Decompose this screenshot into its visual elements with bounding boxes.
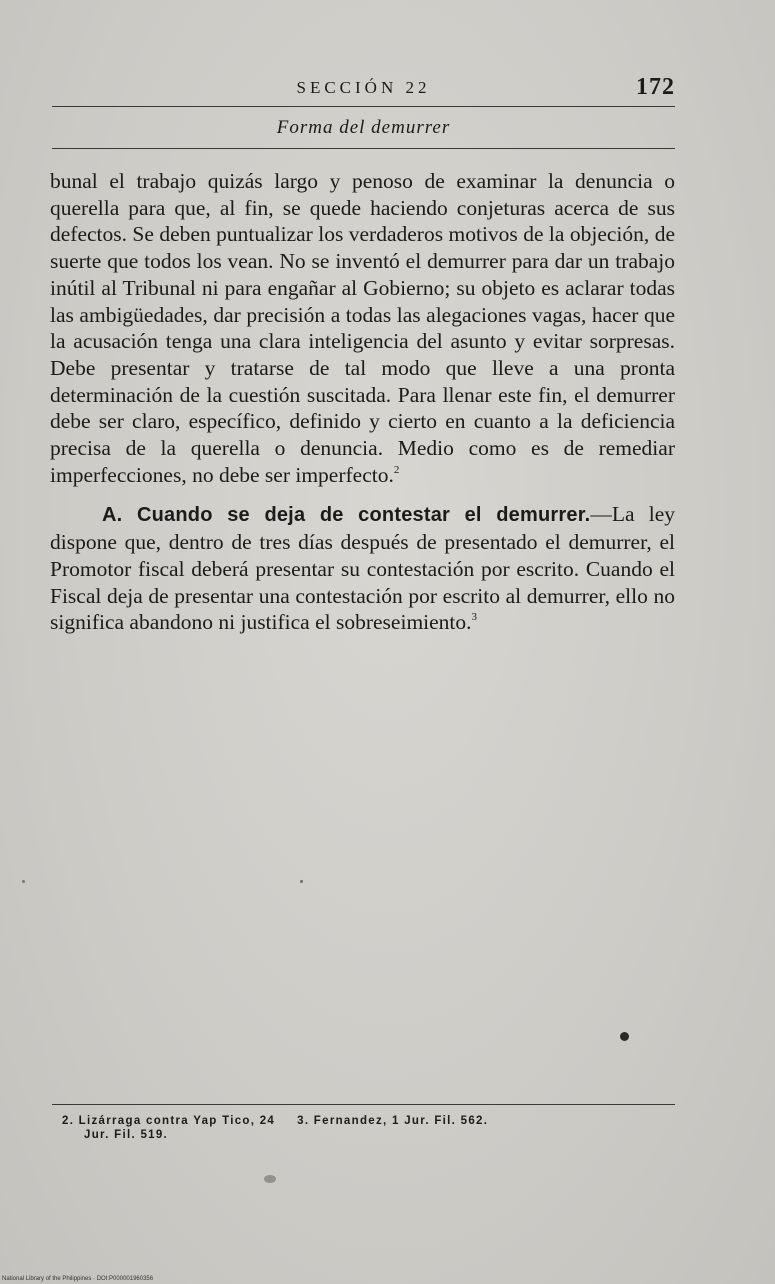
- scan-speck: [22, 880, 25, 883]
- paragraph-2: [50, 501, 675, 636]
- scan-speck: [620, 1032, 629, 1041]
- footnote-rule: [52, 1104, 675, 1105]
- paragraph-2-text: —La ley dispone que, dentro de tres días después de presentado el demurrer, el Promotor fiscal deberá presentar su contestación por escrito. Cuando el Fiscal deja de presentar una contestación por escrito al demurrer, ello no significa abandono ni justifica el sobreseimiento.: [50, 502, 675, 635]
- subheading: A. Cuando se deja de contestar el demurrer.: [102, 504, 591, 527]
- header-rule-top: [52, 106, 675, 107]
- footnote-ref-2: 2: [393, 463, 400, 476]
- footnote-2-continuation: Jur. Fil. 519.: [84, 1129, 169, 1141]
- footnote-2: 2. Lizárraga contra Yap Tico, 24: [62, 1115, 276, 1127]
- running-title: Forma del demurrer: [276, 117, 451, 138]
- body-text: [50, 168, 675, 636]
- scan-watermark: National Library of the Philippines · DOI:P000001960356: [2, 1276, 154, 1282]
- footnote-line: [62, 1114, 675, 1128]
- footnote-ref-3: 3: [471, 611, 478, 624]
- footnote-3: 3. Fernandez, 1 Jur. Fil. 562.: [297, 1115, 489, 1127]
- footnotes: [62, 1114, 675, 1142]
- header-rule-bottom: [52, 148, 675, 149]
- section-label: SECCIÓN 22: [296, 78, 431, 97]
- paragraph-1: [50, 168, 675, 488]
- running-head: [52, 72, 675, 106]
- page-number: 172: [636, 74, 675, 100]
- paragraph-1-text: bunal el trabajo quizás largo y penoso de examinar la denuncia o querella para que, al fin, se quede haciendo conjeturas acerca de sus defectos. Se deben puntualizar los verdaderos motivos de la objeción, de suerte que todos los vean. No se inventó el demurrer para dar un trabajo inútil al Tribunal ni para engañar al Gobierno; su objeto es aclarar todas las ambigüedades, dar precisión a todas las alegaciones vagas, hacer que la acusación tenga una clara inteligencia del asunto y evitar sorpresas. Debe presentar y tratarse de tal modo que lleve a una pronta determinación de la cuestión suscitada. Para llenar este fin, el demurrer debe ser claro, específico, definido y cierto en cuanto a la deficiencia precisa de la querella o denuncia. Medio como es de remediar imperfecciones, no debe ser imperfecto.: [50, 169, 675, 487]
- scan-speck: [300, 880, 303, 883]
- scan-speck: [264, 1175, 276, 1183]
